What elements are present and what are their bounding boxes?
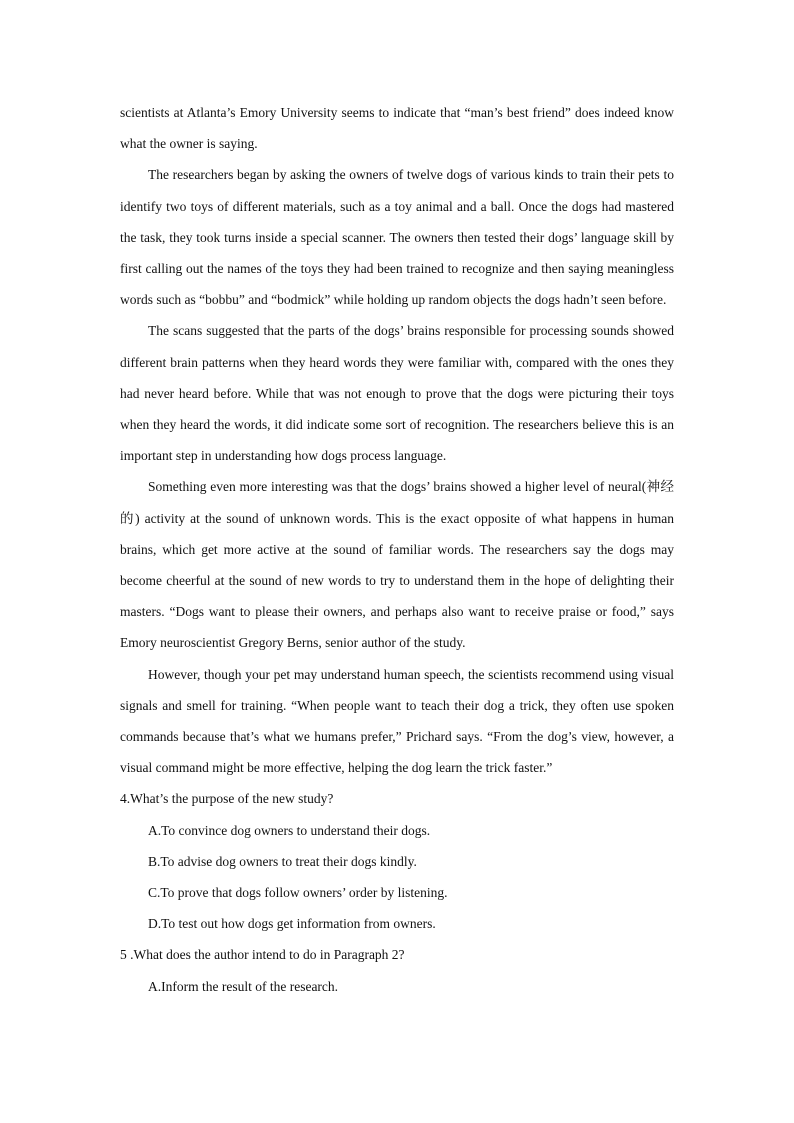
question-5-stem: 5 .What does the author intend to do in Paragraph 2? [120, 947, 405, 963]
question-4-option-c: C.To prove that dogs follow owners’ order by listening. [148, 885, 448, 901]
question-4-option-b: B.To advise dog owners to treat their dogs kindly. [148, 853, 417, 869]
question-4-option-d: D.To test out how dogs get information from owners. [148, 916, 436, 932]
passage-paragraph-2: The researchers began by asking the owners of twelve dogs of various kinds to train their pets to identify two toys of different materials, such as a toy animal and a ball. Once the dogs had mastered the task, they took turns inside a special scanner. The owners then tested their dogs’ language skill by first calling out the names of the toys they had been trained to recognize and then saying meaningless words such as “bobbu” and “bodmick” while holding up random objects the dogs hadn’t seen before. [120, 167, 674, 308]
document-content [120, 97, 674, 1002]
question-5-option-a: A.Inform the result of the research. [148, 978, 339, 994]
question-4-stem: 4.What’s the purpose of the new study? [120, 791, 334, 807]
passage-paragraph-4: Something even more interesting was that the dogs’ brains showed a higher level of neural(神经的) activity at the sound of unknown words. This is the exact opposite of what happens in human brains, which get more active at the sound of familiar words. The researchers say the dogs may become cheerful at the sound of new words to try to understand them in the hope of delighting their masters. “Dogs want to please their owners, and perhaps also want to receive praise or food,” says Emory neuroscientist Gregory Berns, senior author of the study. [120, 479, 674, 651]
passage-paragraph-1: scientists at Atlanta’s Emory University seems to indicate that “man’s best friend” does indeed know what the owner is saying. [120, 105, 674, 152]
question-4-option-a: A.To convince dog owners to understand their dogs. [148, 822, 431, 838]
passage-paragraph-3: The scans suggested that the parts of the dogs’ brains responsible for processing sounds showed different brain patterns when they heard words they were familiar with, compared with the ones they had never heard before. While that was not enough to prove that the dogs were picturing their toys when they heard the words, it did indicate some sort of recognition. The researchers believe this is an important step in understanding how dogs process language. [120, 323, 674, 464]
passage-paragraph-5: However, though your pet may understand human speech, the scientists recommend using visual signals and smell for training. “When people want to teach their dog a trick, they often use spoken commands because that’s what we humans prefer,” Prichard says. “From the dog’s view, however, a visual command might be more effective, helping the dog learn the trick faster.” [120, 666, 674, 776]
